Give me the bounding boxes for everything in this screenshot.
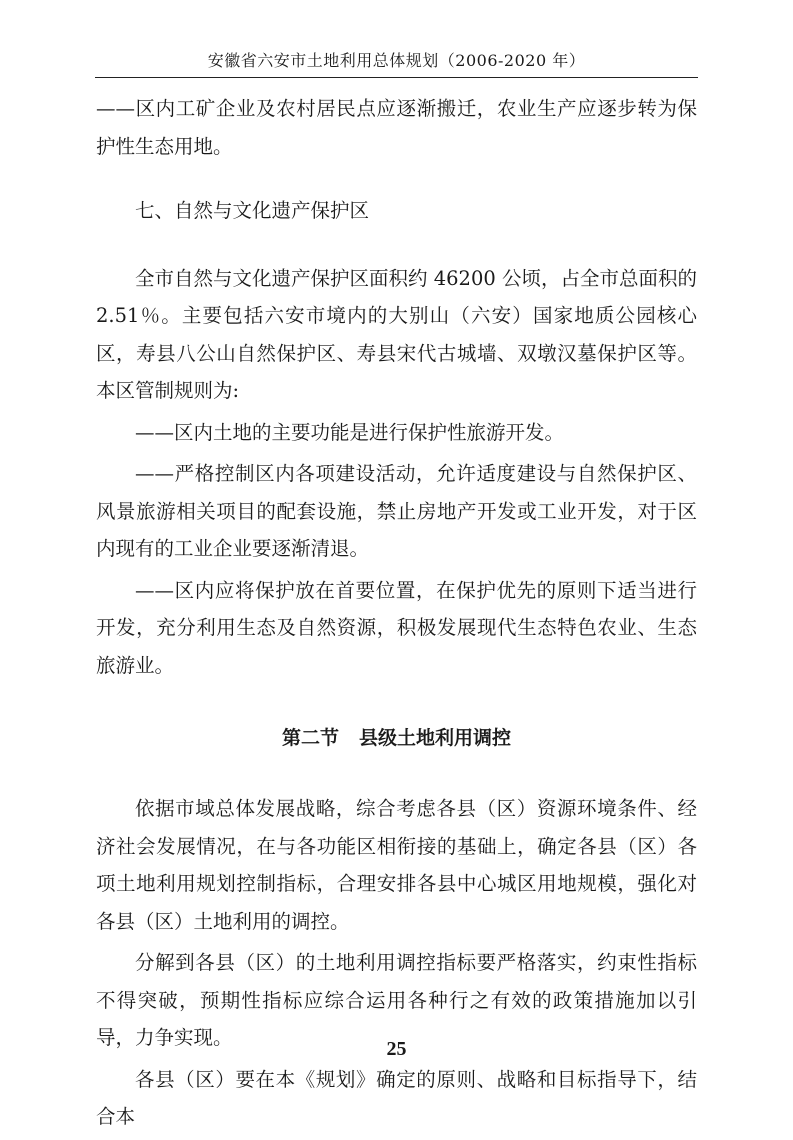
paragraph: 分解到各县（区）的土地利用调控指标要严格落实，约束性指标不得突破，预期性指标应综合运用各种行之有效的政策措施加以引导，力争实现。	[96, 951, 697, 1049]
section-title-text: 县级土地利用调控	[359, 727, 512, 749]
paragraph: 各县（区）要在本《规划》确定的原则、战略和目标指导下，结合本	[96, 1067, 697, 1128]
subsection-heading: 七、自然与文化遗产保护区	[135, 199, 370, 222]
section-number: 第二节	[281, 727, 339, 749]
paragraph: ——区内工矿企业及农村居民点应逐渐搬迁，农业生产应逐步转为保护性生态用地。	[96, 97, 697, 158]
section-title	[96, 720, 697, 757]
paragraph: 全市自然与文化遗产保护区面积约 46200 公顷，占全市总面积的 2.51％。主要包括六安市境内的大别山（六安）国家地质公园核心区，寿县八公山自然保护区、寿县宋代古城墙、双墩汉墓保护区等。本区管制规则为:	[96, 266, 697, 402]
page-number: 25	[386, 1038, 407, 1060]
paragraph: ——严格控制区内各项建设活动，允许适度建设与自然保护区、风景旅游相关项目的配套设施，禁止房地产开发或工业开发，对于区内现有的工业企业要逐渐清退。	[96, 462, 697, 560]
paragraph: ——区内应将保护放在首要位置，在保护优先的原则下适当进行开发，充分利用生态及自然资源，积极发展现代生态特色农业、生态旅游业。	[96, 578, 697, 677]
document-body	[96, 90, 697, 1140]
paragraph: ——区内土地的主要功能是进行保护性旅游开发。	[135, 420, 565, 444]
running-header: 安徽省六安市土地利用总体规划（2006-2020 年）	[95, 48, 698, 78]
paragraph: 依据市域总体发展战略，综合考虑各县（区）资源环境条件、经济社会发展情况，在与各功能区相衔接的基础上，确定各县（区）各项土地利用规划控制指标，合理安排各县中心城区用地规模，强化对各县（区）土地利用的调控。	[96, 797, 697, 933]
